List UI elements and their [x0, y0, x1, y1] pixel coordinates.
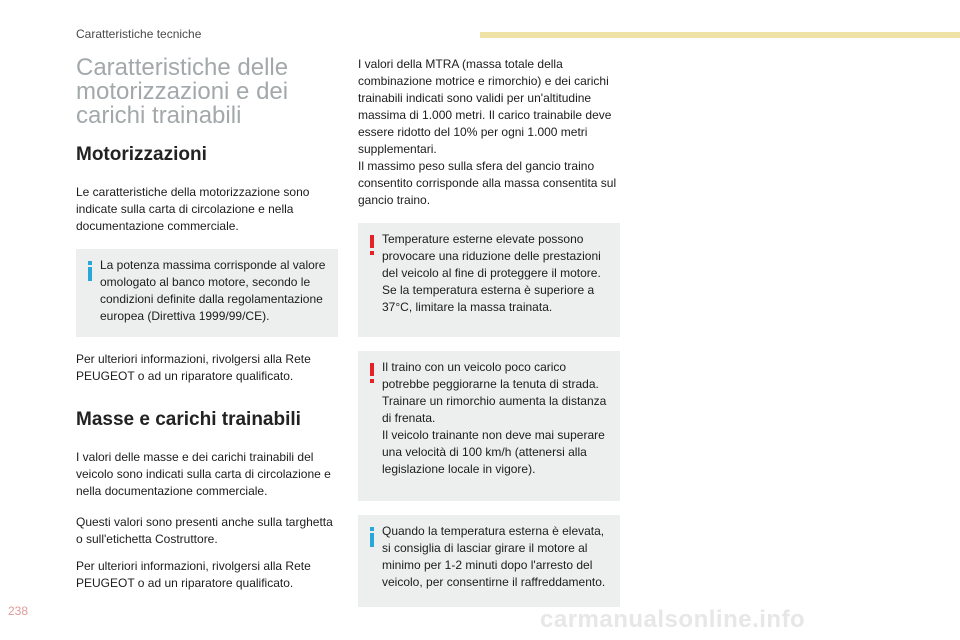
warning-box [358, 351, 620, 501]
paragraph: Per ulteriori informazioni, rivolgersi alla Rete PEUGEOT o ad un riparatore qualificato. [76, 559, 311, 590]
warning-box-text: Il traino con un veicolo poco carico potrebbe peggiorarne la tenuta di strada. Trainare un rimorchio aumenta la distanza di frenata. [382, 360, 607, 425]
info-box [76, 249, 338, 337]
info-box-text: Quando la temperatura esterna è elevata, si consiglia di lasciar girare il motore al minimo per 1-2 minuti dopo l'arresto del veicolo, per consentirne il raffreddamento. [382, 524, 606, 589]
left-column [76, 56, 338, 606]
page-number: 238 [8, 604, 29, 618]
info-icon [366, 527, 378, 547]
page-title: Caratteristiche delle motorizzazioni e dei carichi trainabili [76, 54, 289, 129]
section-title-masse: Masse e carichi trainabili [76, 409, 301, 430]
warning-box-text: Temperature esterne elevate possono provocare una riduzione delle prestazioni del veicolo al fine di proteggere il motore. Se la temperatura esterna è superiore a 37°C, limitare la massa trainata. [382, 232, 601, 314]
warning-icon [366, 363, 378, 383]
watermark: carmanualsonline.info [540, 606, 806, 633]
info-box-text: La potenza massima corrisponde al valore omologato al banco motore, secondo le condizioni definite dalla regolamentazione europea (Direttiva 1999/99/CE). [100, 258, 326, 323]
paragraph: I valori della MTRA (massa totale della combinazione motrice e rimorchio) e dei carichi trainabili indicati sono validi per un'altitudine massima di 1.000 metri. Il carico trainabile deve essere ridotto del 10% per ogni 1.000 metri supplementari. [358, 57, 612, 156]
info-box [358, 515, 620, 607]
info-icon [84, 261, 96, 281]
paragraph: Per ulteriori informazioni, rivolgersi alla Rete PEUGEOT o ad un riparatore qualificato. [76, 352, 311, 383]
section-title-motorizzazioni: Motorizzazioni [76, 144, 207, 165]
paragraph: Questi valori sono presenti anche sulla targhetta o sull'etichetta Costruttore. [76, 515, 333, 546]
running-header: Caratteristiche tecniche [76, 27, 202, 41]
warning-box [358, 223, 620, 337]
paragraph: Le caratteristiche della motorizzazione sono indicate sulla carta di circolazione e nella documentazione commerciale. [76, 185, 310, 233]
warning-box-text: Il veicolo trainante non deve mai superare una velocità di 100 km/h (attenersi alla legislazione locale in vigore). [382, 428, 605, 476]
paragraph: Il massimo peso sulla sfera del gancio traino consentito corrisponde alla massa consentita sul gancio traino. [358, 159, 617, 207]
paragraph: I valori delle masse e dei carichi trainabili del veicolo sono indicati sulla carta di circolazione e nella documentazione commerciale. [76, 450, 331, 498]
right-column [358, 56, 620, 607]
warning-icon [366, 235, 378, 255]
header-bar [480, 32, 960, 38]
